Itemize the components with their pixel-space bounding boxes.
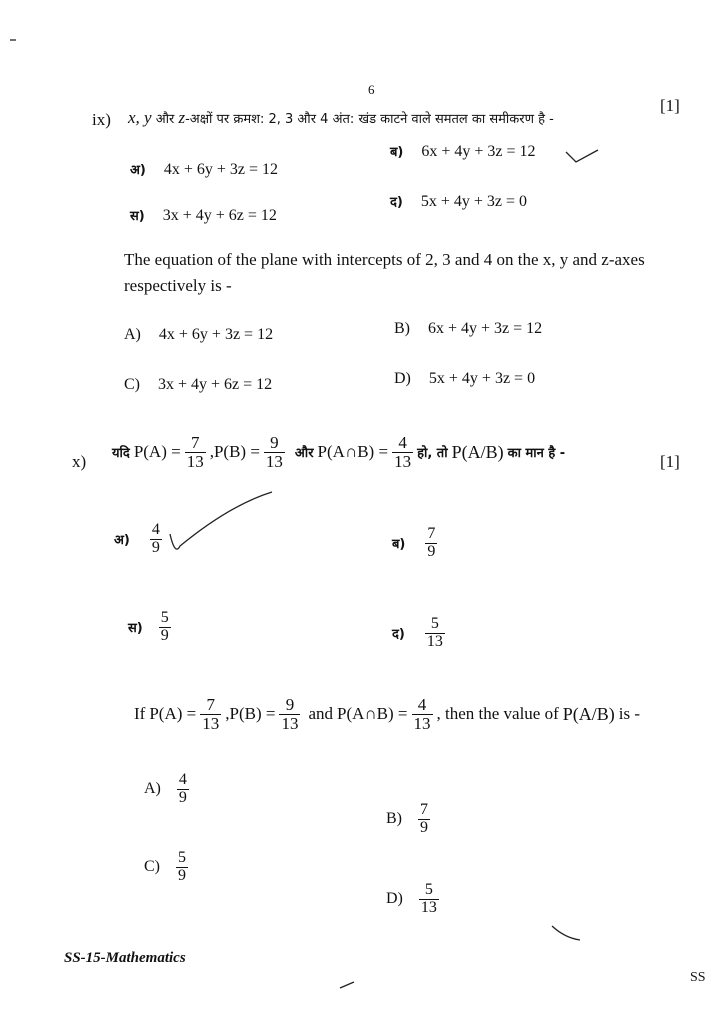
q10-en-pb-num: 9 <box>279 696 300 715</box>
q10-pb-den: 13 <box>265 451 283 471</box>
q10-number: x) <box>72 452 87 471</box>
q9-en-opt-d-label: D) <box>394 370 411 387</box>
q10-pab-num: 4 <box>392 434 413 453</box>
q10-en-opt-b-num: 7 <box>420 801 428 818</box>
q10-en-opt-a-den: 9 <box>178 788 187 806</box>
q10-en-opt-b-label: B) <box>386 810 402 828</box>
q9-hindi-z: z <box>178 108 186 127</box>
q9-hi-opt-a-eq: 4x + 6y + 3z = 12 <box>163 161 279 178</box>
q10-english-is: is - <box>618 704 641 724</box>
checkmark-q9 <box>566 150 598 162</box>
q10-pcond: P(A/B) <box>451 441 504 462</box>
q10-hi-opt-a-label: अ) <box>114 533 130 549</box>
bottom-stroke <box>340 982 354 988</box>
q9-hi-opt-b-eq: 6x + 4y + 3z = 12 <box>421 143 536 160</box>
q10-hindi-prefix: यदि <box>112 446 130 462</box>
q10-pb-num: 9 <box>264 434 285 453</box>
q9-en-opt-b-label: B) <box>394 320 410 337</box>
q10-hi-opt-b-label: ब) <box>392 537 406 553</box>
q10-en-opt-c-den: 9 <box>178 866 186 884</box>
q9-hindi-text-b: -अक्षों पर क्रमश: 2, 3 और 4 अंत: खंड काटने वाले समतल का समीकरण है - <box>185 112 554 127</box>
q10-english-if: If <box>134 704 146 724</box>
q10-en-opt-c-num: 5 <box>178 849 186 866</box>
q10-hi-opt-c-label: स) <box>128 621 143 637</box>
q9-en-opt-c-eq: 3x + 4y + 6z = 12 <box>158 376 273 393</box>
q10-en-opt-d-num: 5 <box>419 882 439 900</box>
q10-pa-den: 13 <box>186 451 204 471</box>
q10-en-pa: P(A) = <box>149 704 197 724</box>
q10-en-pa-den: 13 <box>202 713 220 733</box>
q10-hindi-value: का मान है - <box>507 446 566 462</box>
q10-en-pa-num: 7 <box>200 696 221 715</box>
q9-number: ix) <box>92 110 111 129</box>
q9-marks: [1] <box>660 96 680 115</box>
q10-hi-opt-a-den: 9 <box>151 538 160 556</box>
q10-en-pb-den: 13 <box>281 713 299 733</box>
q10-en-pab-den: 13 <box>413 713 431 733</box>
q10-hi-opt-b-den: 9 <box>427 542 436 560</box>
q9-en-opt-d-eq: 5x + 4y + 3z = 0 <box>428 370 536 387</box>
q10-pb: ,P(B) = <box>209 442 260 462</box>
q10-en-opt-c-label: C) <box>144 858 160 876</box>
q9-en-opt-a-label: A) <box>124 326 141 343</box>
q9-hi-opt-c-label: स) <box>130 209 145 224</box>
q10-hi-opt-d-num: 5 <box>425 616 445 634</box>
q10-pa: P(A) = <box>133 442 181 462</box>
checkmark-q10 <box>170 492 272 549</box>
q10-english-and: and <box>308 704 333 724</box>
q9-hi-opt-b-label: ब) <box>390 145 404 160</box>
q9-en-opt-c-label: C) <box>124 376 140 393</box>
q9-hi-opt-a-label: अ) <box>130 163 146 178</box>
q10-hi-opt-d-den: 13 <box>426 632 443 650</box>
q10-hindi-then: हो, तो <box>417 446 448 462</box>
q9-en-opt-a-eq: 4x + 6y + 3z = 12 <box>158 326 274 343</box>
q10-pa-num: 7 <box>185 434 206 453</box>
q10-hindi-and: और <box>294 446 314 462</box>
q9-hi-opt-c-eq: 3x + 4y + 6z = 12 <box>162 207 277 224</box>
q10-hi-opt-d-label: द) <box>392 627 405 643</box>
q9-en-opt-b-eq: 6x + 4y + 3z = 12 <box>428 320 543 337</box>
footer-left: SS-15-Mathematics <box>64 950 186 966</box>
q10-english-then: , then the value of <box>436 704 559 724</box>
q10-en-opt-a-label: A) <box>144 780 161 798</box>
q10-pab-den: 13 <box>394 451 412 471</box>
q10-en-pcond: P(A/B) <box>562 703 615 724</box>
q9-english-line2: respectively is - <box>124 276 232 295</box>
q9-hindi-vars: x, y <box>128 108 152 127</box>
q10-en-pab-num: 4 <box>412 696 433 715</box>
q10-hi-opt-a-num: 4 <box>151 521 160 538</box>
q10-en-opt-b-den: 9 <box>420 818 428 836</box>
q10-en-opt-d-label: D) <box>386 890 403 908</box>
q9-hi-opt-d-eq: 5x + 4y + 3z = 0 <box>420 193 528 210</box>
footer-right: SS <box>690 970 706 985</box>
q10-hi-opt-b-num: 7 <box>427 525 436 542</box>
page-number: 6 <box>368 82 375 97</box>
q10-pab: P(A∩B) = <box>317 442 389 462</box>
q10-hi-opt-c-num: 5 <box>160 609 169 626</box>
q9-english-line1: The equation of the plane with intercepts of 2, 3 and 4 on the x, y and z-axes <box>124 250 645 269</box>
q10-en-opt-d-den: 13 <box>420 898 437 916</box>
q9-hi-opt-d-label: द) <box>390 195 403 210</box>
q10-hi-opt-c-den: 9 <box>160 626 169 644</box>
q10-en-opt-a-num: 4 <box>178 771 187 788</box>
q10-marks: [1] <box>660 452 680 471</box>
q10-en-pab: P(A∩B) = <box>336 704 408 724</box>
stray-stroke <box>552 926 580 940</box>
q9-hindi-text-a: और <box>151 112 179 127</box>
q10-en-pb: ,P(B) = <box>225 704 276 724</box>
